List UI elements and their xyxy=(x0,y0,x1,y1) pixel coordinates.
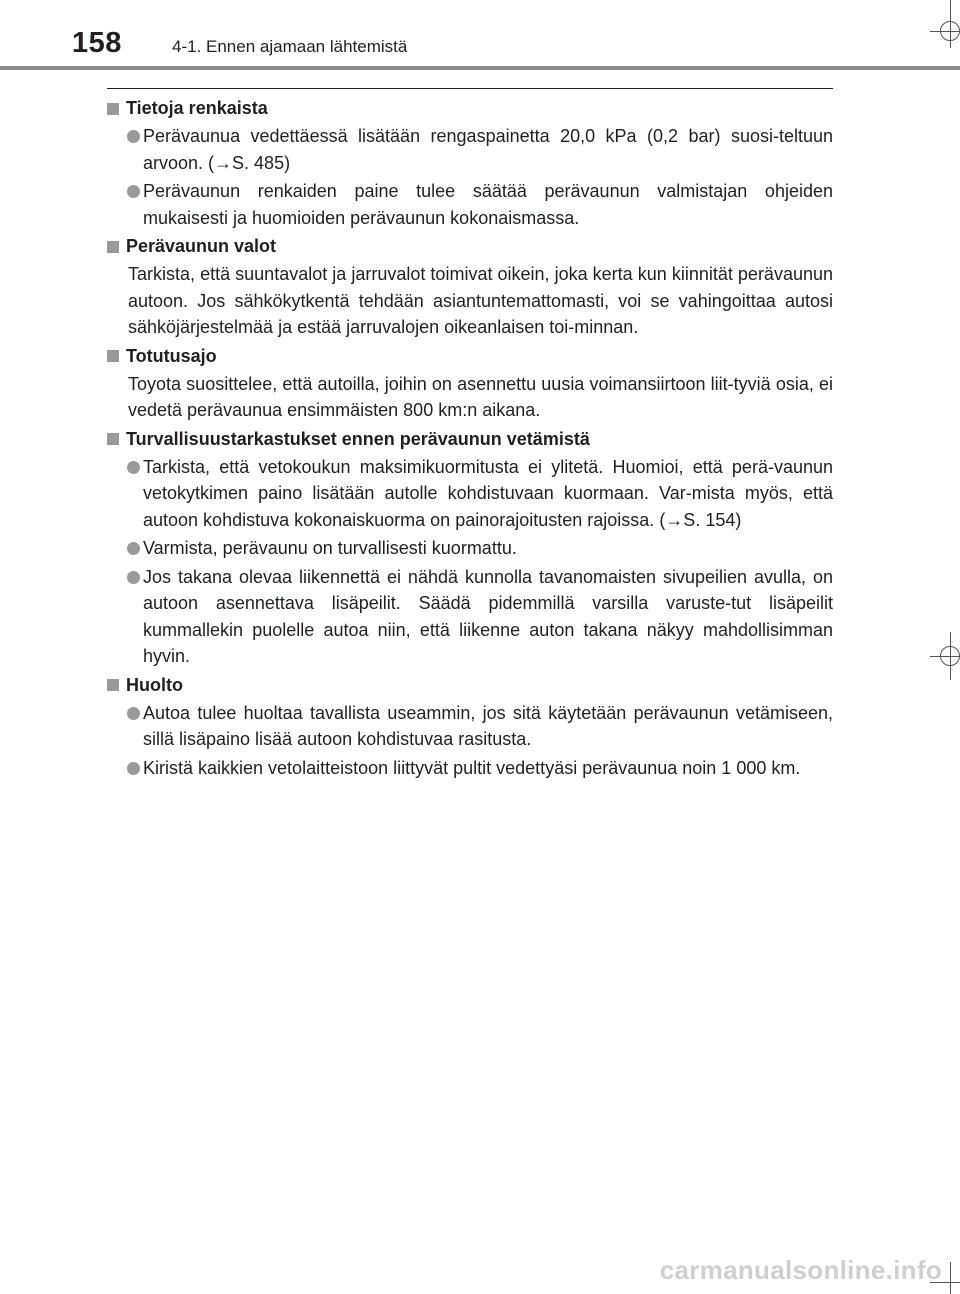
section-tire-info xyxy=(107,95,833,231)
list-item-text: Autoa tulee huoltaa tavallista useammin, jos sitä käytetään perävaunun vetämiseen, sillä lisäpaino lisää autoon kohdistuvaa rasitusta. xyxy=(143,702,833,749)
list-item xyxy=(107,700,833,753)
list-item-text: Kiristä kaikkien vetolaitteistoon liittyvät pultit vedettyäsi perävaunua noin 1 000 km. xyxy=(143,757,801,778)
round-bullet-icon xyxy=(127,130,140,143)
round-bullet-icon xyxy=(127,461,140,474)
round-bullet-icon xyxy=(127,571,140,584)
square-bullet-icon xyxy=(107,679,119,691)
heading-text: Perävaunun valot xyxy=(126,236,277,256)
list-item-text: Tarkista, että vetokoukun maksimikuormitusta ei ylitetä. Huomioi, että perä-vaunun vetokytkimen paino lisätään autolle kohdistuvaan kuormaan. Var-mista myös, että autoon kohdistuva kokonaiskuorma on painorajoitusten rajoissa. (→S. 154) xyxy=(143,456,833,530)
header-rule xyxy=(0,66,960,70)
section-title: 4-1. Ennen ajamaan lähtemistä xyxy=(172,37,408,56)
section-safety-checks xyxy=(107,426,833,670)
square-bullet-icon xyxy=(107,350,119,362)
round-bullet-icon xyxy=(127,707,140,720)
crop-mark-top-right-circle xyxy=(940,21,960,41)
round-bullet-icon xyxy=(127,185,140,198)
list-item-text: Jos takana olevaa liikennettä ei nähdä kunnolla tavanomaisten sivupeilien avulla, on autoon asennettava lisäpeilit. Säädä pidemmillä varsilla varuste-tut lisäpeilit kummallekin puolelle autoa niin, että liikenne auton takana näkyy mahdollisimman hyvin. xyxy=(143,566,833,666)
square-bullet-icon xyxy=(107,241,119,253)
section-maintenance xyxy=(107,672,833,782)
page-content xyxy=(107,95,833,783)
section-heading xyxy=(107,672,833,699)
section-paragraph: Toyota suosittelee, että autoilla, joihin on asennettu uusia voimansiirtoon liit-tyviä osia, ei vedetä perävaunua ensimmäisten 800 km:n aikana. xyxy=(128,373,833,420)
list-item xyxy=(107,564,833,670)
content-top-rule xyxy=(107,88,833,89)
round-bullet-icon xyxy=(127,762,140,775)
square-bullet-icon xyxy=(107,103,119,115)
section-paragraph: Tarkista, että suuntavalot ja jarruvalot toimivat oikein, joka kerta kun kiinnität perävaunun autoon. Jos sähkökytkentä tehdään asiantuntemattomasti, voi se vahingoittaa autosi sähköjärjestelmää ja estää jarruvalojen oikeanlaisen toi-minnan. xyxy=(128,264,833,337)
section-heading xyxy=(107,343,833,370)
heading-text: Turvallisuustarkastukset ennen perävaunun vetämistä xyxy=(126,428,590,449)
heading-text: Tietoja renkaista xyxy=(126,98,268,118)
list-item-text: Varmista, perävaunu on turvallisesti kuormattu. xyxy=(143,538,517,558)
list-item xyxy=(107,535,833,562)
page-number: 158 xyxy=(72,27,122,59)
crop-mark-mid-right-circle xyxy=(940,646,960,666)
section-trailer-lights xyxy=(107,233,833,341)
list-item xyxy=(107,454,833,534)
section-heading xyxy=(107,95,833,122)
list-item-text: Perävaunun renkaiden paine tulee säätää perävaunun valmistajan ohjeiden mukaisesti ja huomioiden perävaunun kokonaismassa. xyxy=(143,181,833,228)
page-header xyxy=(0,0,960,70)
section-heading xyxy=(107,426,833,453)
section-heading xyxy=(107,233,833,260)
list-item-text: Perävaunua vedettäessä lisätään rengaspainetta 20,0 kPa (0,2 bar) suosi-teltuun arvoon. (→S. 485) xyxy=(143,126,833,173)
square-bullet-icon xyxy=(107,433,119,445)
heading-text: Huolto xyxy=(126,674,183,695)
watermark-text[interactable]: carmanualsonline.info xyxy=(659,1255,942,1285)
section-break-in xyxy=(107,343,833,424)
round-bullet-icon xyxy=(127,542,140,555)
heading-text: Totutusajo xyxy=(126,345,217,366)
list-item xyxy=(107,178,833,231)
list-item xyxy=(107,755,833,782)
crop-mark-bottom-right-v xyxy=(950,1262,951,1294)
list-item xyxy=(107,123,833,176)
